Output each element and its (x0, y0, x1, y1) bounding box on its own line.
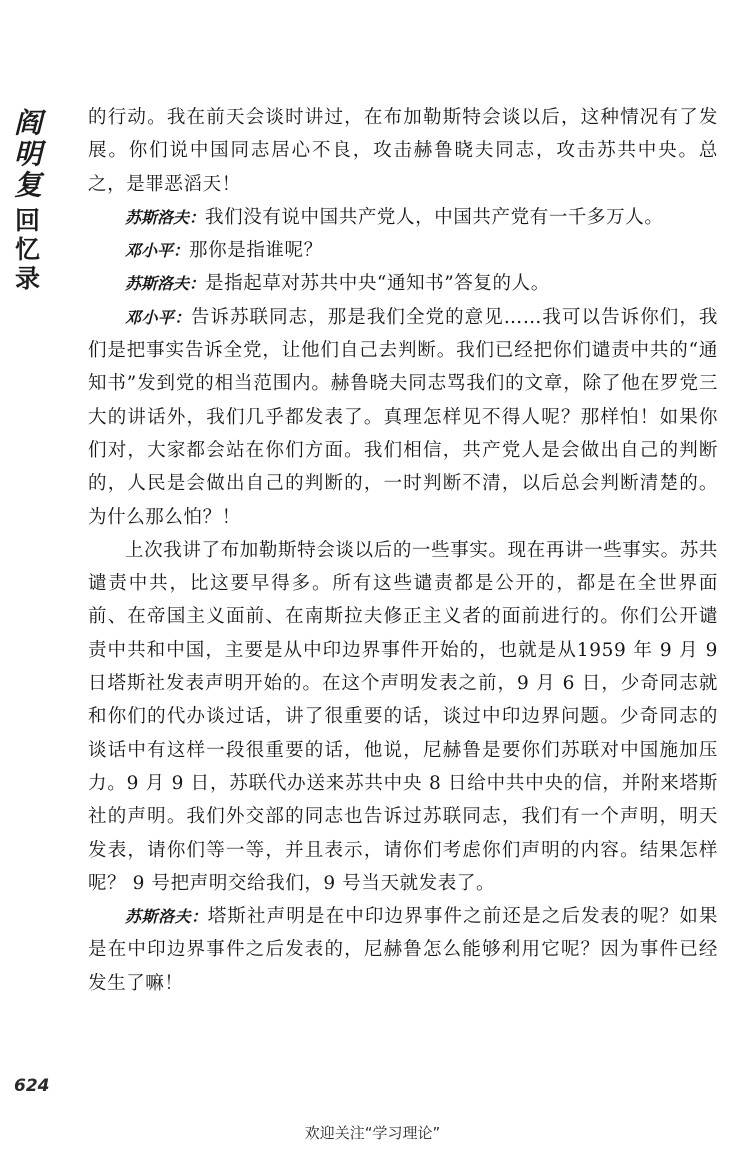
body-text (88, 101, 718, 1000)
paragraph-text: 的行动。我在前天会谈时讲过，在布加勒斯特会谈以后，这种情况有了发展。你们说中国同志居心不良，攻击赫鲁晓夫同志，攻击苏共中央。总之，是罪恶滔天！ (88, 107, 718, 195)
speaker-label: 苏斯洛夫： (125, 274, 206, 294)
paragraph-continuation (88, 101, 718, 201)
running-head-author: 阎明复 (10, 108, 43, 201)
speaker-label: 邓小平： (125, 307, 191, 327)
dialogue-line (88, 301, 718, 534)
dialogue-line (88, 267, 718, 300)
paragraph-text: 上次我讲了布加勒斯特会谈以后的一些事实。现在再讲一些事实。苏共谴责中共，比这要早得多。所有这些谴责都是公开的，都是在全世界面前、在帝国主义面前、在南斯拉夫修正主义者的面前进行的。你们公开谴责中共和中国，主要是从中印边界事件开始的，也就是从1959 年 9 月 9 日塔斯社发表声明开始的。在这个声明发表之前，9 月 6 日，少奇同志就和你们的代办谈过话，讲了很重要的话，谈过中印边界问题。少奇同志的谈话中有这样一段很重要的话，他说，尼赫鲁是要你们苏联对中国施加压力。9 月 9 日，苏联代办送来苏共中央 8 日给中共中央的信，并附来塔斯社的声明。我们外交部的同志也告诉过苏联同志，我们有一个声明，明天发表，请你们等一等，并且表示，请你们考虑你们声明的内容。结果怎样呢？ 9 号把声明交给我们，9 号当天就发表了。 (88, 539, 718, 894)
dialogue-text: 我们没有说中国共产党人，中国共产党有一千多万人。 (205, 206, 664, 228)
dialogue-text: 那你是指谁呢？ (189, 240, 323, 262)
speaker-label: 苏斯洛夫： (125, 907, 208, 927)
paragraph (88, 534, 718, 900)
dialogue-text: 塔斯社声明是在中印边界事件之前还是之后发表的呢？如果是在中印边界事件之后发表的，尼赫鲁怎么能够利用它呢？因为事件已经发生了嘛！ (88, 906, 718, 994)
speaker-label: 邓小平： (125, 241, 190, 261)
dialogue-text: 是指起草对苏共中央“通知书”答复的人。 (205, 273, 550, 295)
speaker-label: 苏斯洛夫： (125, 207, 206, 227)
running-head (6, 108, 46, 294)
dialogue-line (88, 201, 718, 234)
page-number: 624 (14, 1076, 50, 1096)
dialogue-text: 告诉苏联同志，那是我们全党的意见……我可以告诉你们，我们是把事实告诉全党，让他们自己去判断。我们已经把你们谴责中共的“通知书”发到党的相当范围内。赫鲁晓夫同志骂我们的文章，除了他在罗党三大的讲话外，我们几乎都发表了。真理怎样见不得人呢？那样怕！如果你们对，大家都会站在你们方面。我们相信，共产党人是会做出自己的判断的，人民是会做出自己的判断的，一时判断不清，以后总会判断清楚的。为什么那么怕？！ (88, 306, 718, 528)
dialogue-line (88, 900, 718, 1000)
running-head-book-title: 回忆录 (11, 207, 41, 294)
footer-watermark-text: 欢迎关注“学习理论” (304, 1124, 441, 1142)
dialogue-line (88, 234, 718, 267)
